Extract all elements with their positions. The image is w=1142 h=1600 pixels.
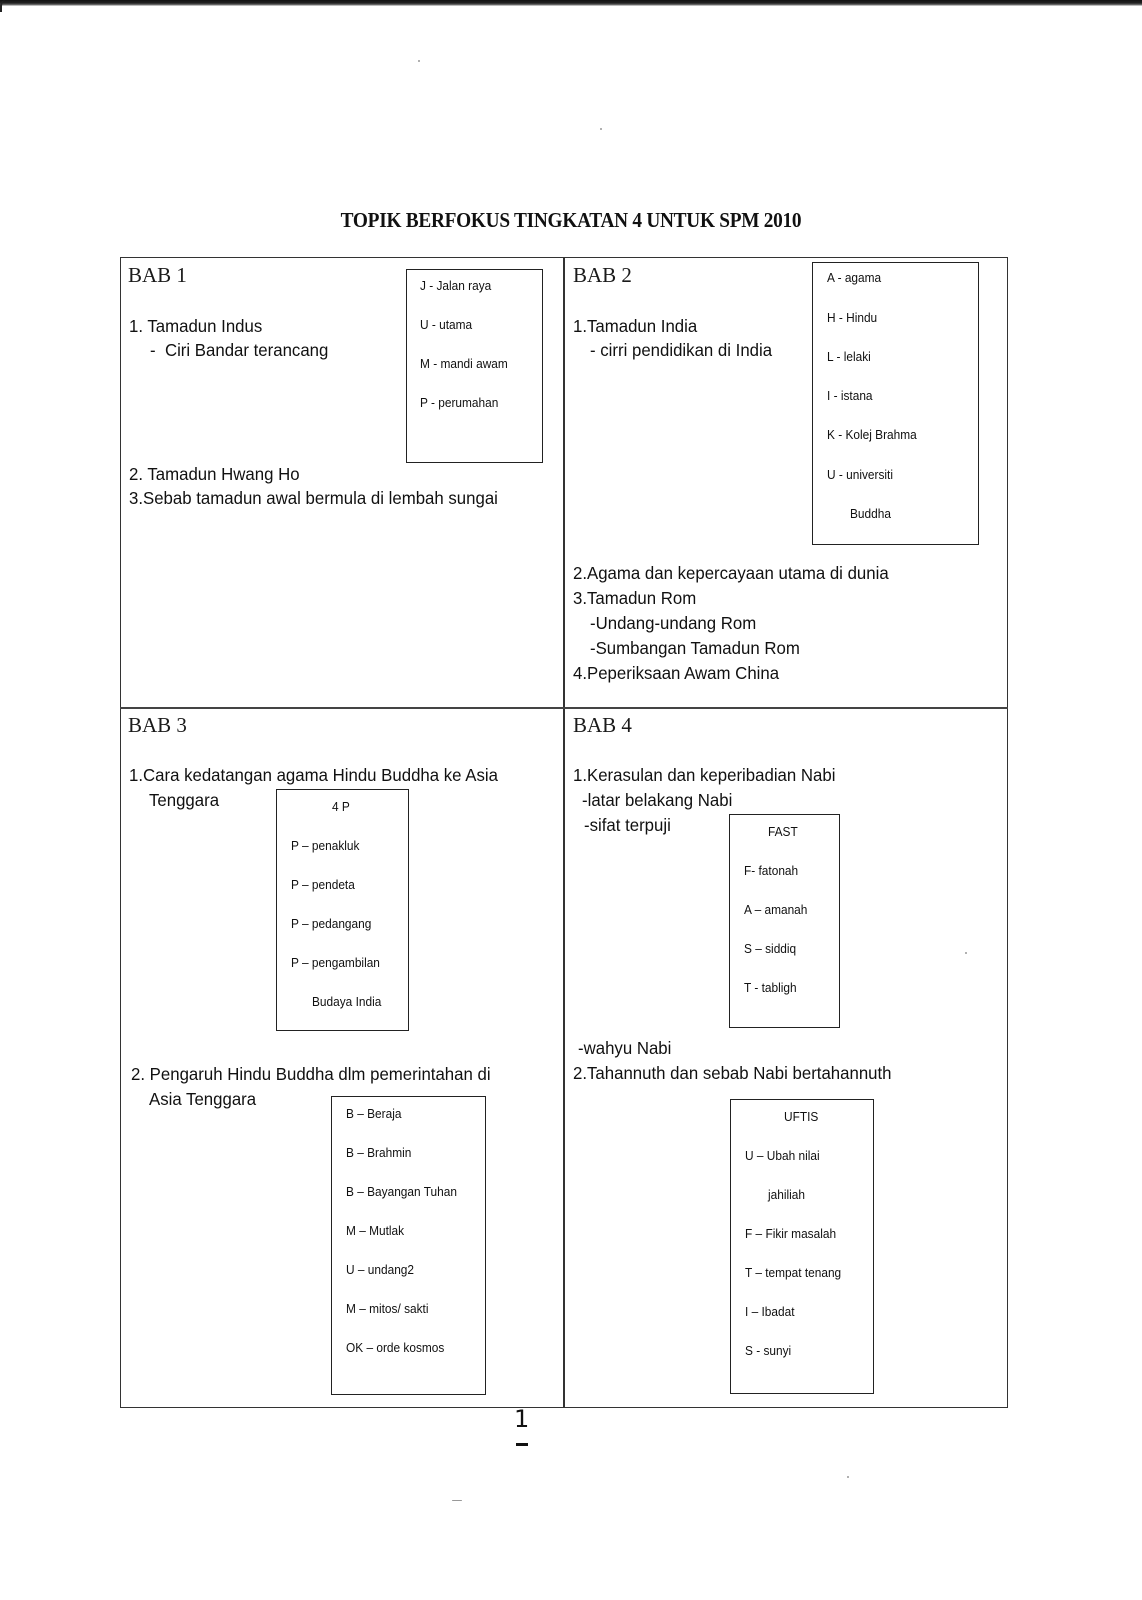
mnemonic-box-uftis (730, 1099, 874, 1394)
topic-line: 1. Tamadun Indus (129, 316, 263, 336)
mnemonic-box-bbbmumok (331, 1096, 486, 1395)
topic-subline: - cirri pendidikan di India (590, 340, 773, 360)
topic-line: 2.Tahannuth dan sebab Nabi bertahannuth (573, 1063, 892, 1083)
mnemonic-item: jahiliah (768, 1188, 805, 1202)
mnemonic-item: L - lelaki (827, 350, 871, 364)
mnemonic-item: P – pedangang (291, 917, 372, 931)
topic-subline: -wahyu Nabi (578, 1038, 672, 1058)
mnemonic-item: H - Hindu (827, 311, 878, 325)
mnemonic-item: P – pendeta (291, 878, 355, 892)
mnemonic-item: K - Kolej Brahma (827, 428, 917, 442)
mnemonic-box-fast (729, 814, 840, 1028)
mnemonic-item: U – Ubah nilai (745, 1149, 820, 1163)
topic-line: 3.Tamadun Rom (573, 588, 697, 608)
section-heading: BAB 2 (573, 263, 632, 287)
section-heading: BAB 1 (128, 263, 187, 287)
mnemonic-item: S – siddiq (744, 942, 797, 956)
topic-line-continued: Asia Tenggara (149, 1089, 257, 1109)
mnemonic-item: M – mitos/ sakti (346, 1302, 429, 1316)
mnemonic-item: OK – orde kosmos (346, 1341, 445, 1355)
mnemonic-item: F- fatonah (744, 864, 799, 878)
mnemonic-header: UFTIS (784, 1110, 819, 1124)
page-number: 1 (514, 1405, 530, 1433)
mnemonic-box-4p (276, 789, 409, 1031)
mnemonic-item: U - universiti (827, 468, 893, 482)
mnemonic-item: A – amanah (744, 903, 808, 917)
topic-subline: -Sumbangan Tamadun Rom (590, 638, 800, 658)
scan-speck (965, 952, 967, 954)
mnemonic-box-jump (406, 269, 543, 463)
scan-speck (452, 1500, 462, 1501)
mnemonic-item: B – Beraja (346, 1107, 402, 1121)
page-number-underline (516, 1443, 528, 1446)
topic-line: 1.Cara kedatangan agama Hindu Buddha ke Asia (129, 765, 498, 785)
mnemonic-item: Budaya India (312, 995, 382, 1009)
mnemonic-item: U – undang2 (346, 1263, 415, 1277)
topic-line: 2. Tamadun Hwang Ho (129, 464, 300, 484)
section-heading: BAB 3 (128, 713, 187, 737)
mnemonic-item: I - istana (827, 389, 873, 403)
scan-speck (600, 128, 602, 130)
mnemonic-item: A - agama (827, 271, 882, 285)
topic-line: 2. Pengaruh Hindu Buddha dlm pemerintahan di (131, 1064, 491, 1084)
mnemonic-item: Buddha (850, 507, 891, 521)
topic-subline: -Undang-undang Rom (590, 613, 757, 633)
topic-subline: - Ciri Bandar terancang (150, 340, 329, 360)
topic-line-continued: Tenggara (149, 790, 220, 810)
mnemonic-item: J - Jalan raya (420, 279, 492, 293)
mnemonic-box-ahliku (812, 262, 979, 545)
topic-line: 3.Sebab tamadun awal bermula di lembah sungai (129, 488, 498, 508)
mnemonic-item: B – Bayangan Tuhan (346, 1185, 457, 1199)
mnemonic-item: M - mandi awam (420, 357, 508, 371)
mnemonic-item: P – pengambilan (291, 956, 380, 970)
topic-subline: -latar belakang Nabi (582, 790, 733, 810)
topic-line: 4.Peperiksaan Awam China (573, 663, 780, 683)
section-heading: BAB 4 (573, 713, 632, 737)
document-title: TOPIK BERFOKUS TINGKATAN 4 UNTUK SPM 2010 (340, 208, 802, 232)
topic-line: 2.Agama dan kepercayaan utama di dunia (573, 563, 889, 583)
scan-speck (847, 1476, 849, 1478)
scan-top-edge (0, 0, 1142, 6)
topic-subline: -sifat terpuji (584, 815, 671, 835)
mnemonic-item: I – Ibadat (745, 1305, 795, 1319)
mnemonic-item: P – penakluk (291, 839, 360, 853)
scan-speck (418, 60, 420, 62)
topic-line: 1.Kerasulan dan keperibadian Nabi (573, 765, 836, 785)
mnemonic-item: U - utama (420, 318, 473, 332)
topic-line: 1.Tamadun India (573, 316, 698, 336)
scan-corner-mark (0, 0, 8, 12)
mnemonic-item: S - sunyi (745, 1344, 792, 1358)
mnemonic-item: T – tempat tenang (745, 1266, 842, 1280)
mnemonic-item: M – Mutlak (346, 1224, 405, 1238)
mnemonic-header: 4 P (332, 800, 350, 814)
mnemonic-item: T - tabligh (744, 981, 797, 995)
table-row-divider (120, 707, 1008, 709)
mnemonic-item: B – Brahmin (346, 1146, 412, 1160)
topic-subline-text: Ciri Bandar terancang (164, 340, 329, 360)
mnemonic-item: P - perumahan (420, 396, 499, 410)
table-column-divider (563, 257, 565, 1408)
mnemonic-item: F – Fikir masalah (745, 1227, 837, 1241)
mnemonic-header: FAST (768, 825, 798, 839)
